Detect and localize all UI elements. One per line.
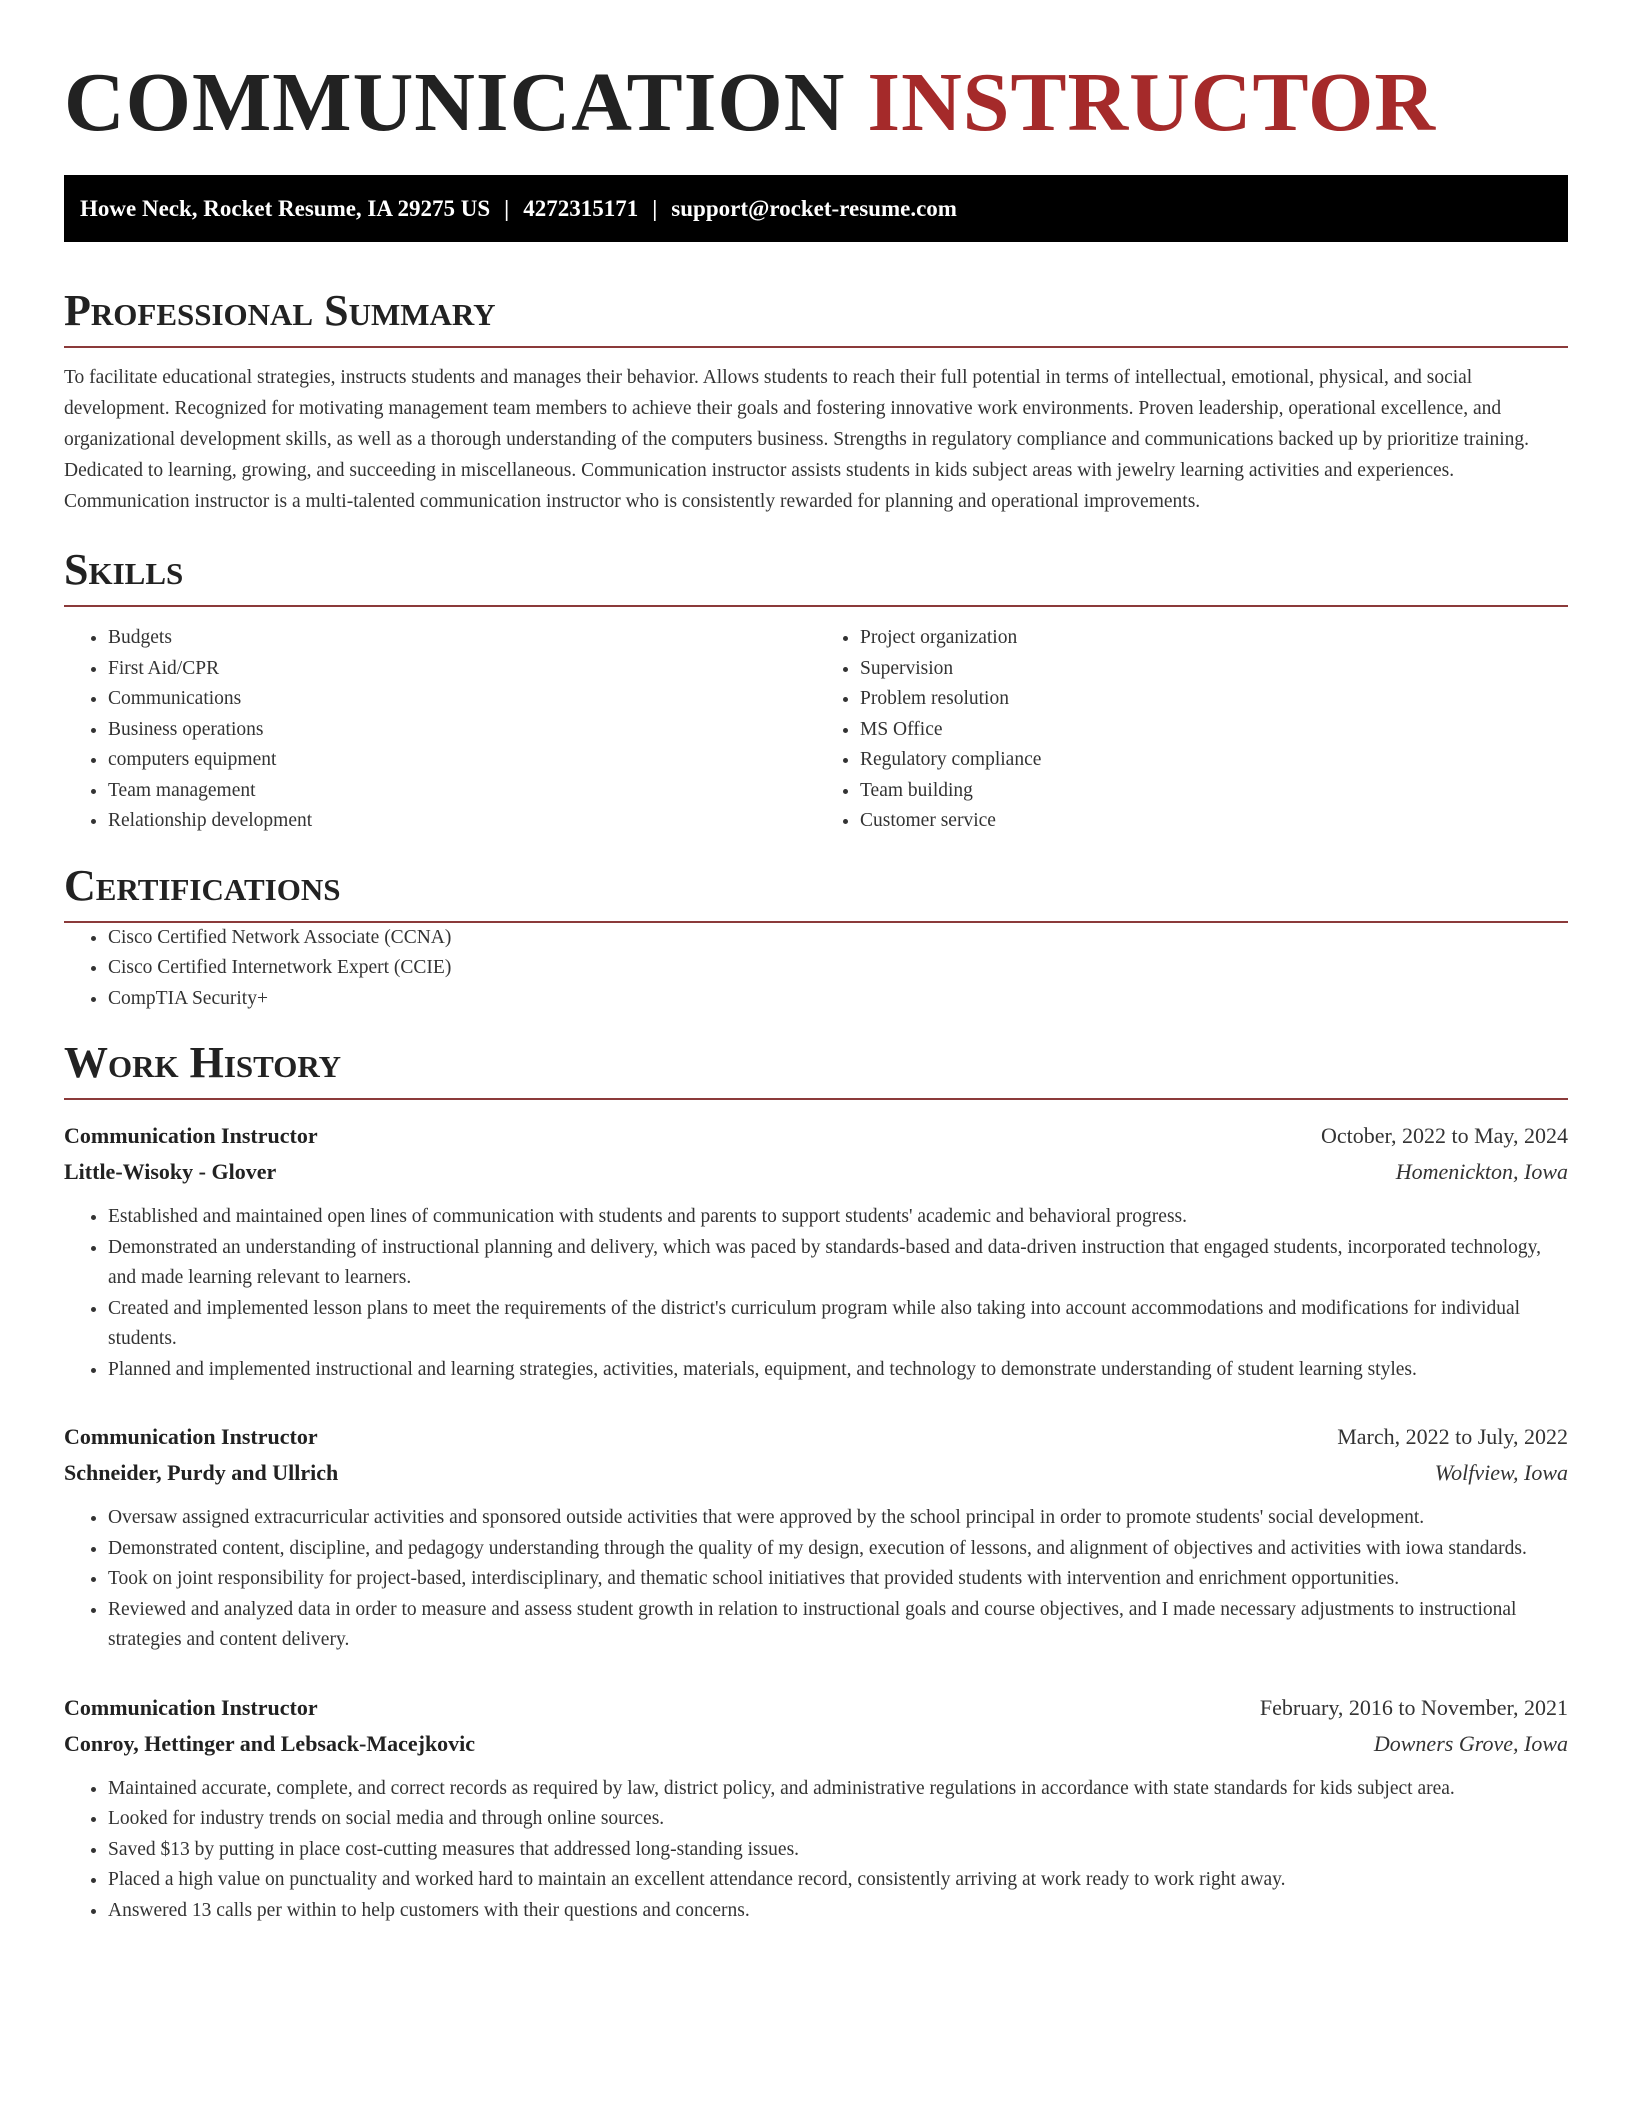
contact-bar [64,175,1568,242]
job-header-row [64,1419,1568,1455]
skill-item: • Relationship development [108,806,816,837]
skills-heading: Skills [64,545,1568,607]
skills-column-right [816,623,1568,837]
job-header-row [64,1118,1568,1154]
skill-item: • Team building [860,776,1568,807]
skill-item: • Supervision [860,654,1568,685]
job-bullet: • Created and implemented lesson plans to meet the requirements of the district's curriculum program while also taking into account accommodations and modifications for individual students. [108,1294,1568,1355]
skill-item: • Regulatory compliance [860,745,1568,776]
certifications-list [64,923,1568,1015]
job-company-row [64,1726,1568,1762]
job-company: Little-Wisoky - Glover [64,1159,277,1184]
job-dates: March, 2022 to July, 2022 [1337,1424,1568,1449]
job-bullet: • Maintained accurate, complete, and correct records as required by law, district policy, and administrative regulations in accordance with state standards for kids subject area. [108,1774,1568,1805]
skill-item: • Team management [108,776,816,807]
job-bullet: • Planned and implemented instructional and learning strategies, activities, materials, equipment, and technology to demonstrate understanding of student learning styles. [108,1355,1568,1386]
job-bullet: • Reviewed and analyzed data in order to measure and assess student growth in relation to instructional goals and course objectives, and I made necessary adjustments to instructional strategies and content delivery. [108,1595,1568,1656]
job-header-row [64,1690,1568,1726]
job-bullet: • Demonstrated content, discipline, and pedagogy understanding through the quality of my design, execution of lessons, and alignment of objectives and activities with iowa standards. [108,1534,1568,1565]
job-bullet: • Looked for industry trends on social media and through online sources. [108,1804,1568,1835]
contact-email[interactable]: support@rocket-resume.com [671,196,957,221]
job-bullets [64,1774,1568,1927]
job-bullet: • Demonstrated an understanding of instructional planning and delivery, which was paced by standards-based and data-driven instruction that engaged students, incorporated technology, and made learning relevant to learners. [108,1233,1568,1294]
work-history-heading: Work History [64,1038,1568,1100]
certifications-heading: Certifications [64,861,1568,923]
job-company-row [64,1455,1568,1491]
summary-text: To facilitate educational strategies, instructs students and manages their behavior. Allows students to reach their full potential in terms of intellectual, emotional, physical, and social development. Recognized for motivating management team members to achieve their goals and fostering innovative work environments. Proven leadership, operational excellence, and organizational development skills, as well as a thorough understanding of the computers business. Strengths in regulatory compliance and communications backed up by prioritize training. Dedicated to learning, growing, and succeeding in miscellaneous. Communication instructor assists students in kids subject areas with jewelry learning activities and experiences. Communication instructor is a multi-talented communication instructor who is consistently rewarded for planning and operational improvements. [64,367,1530,512]
skill-item: • Customer service [860,806,1568,837]
title-accent: INSTRUCTOR [867,56,1436,149]
job-dates: February, 2016 to November, 2021 [1259,1694,1568,1720]
job-bullets [64,1503,1568,1656]
skill-item: • computers equipment [108,745,816,776]
job-bullet: • Placed a high value on punctuality and worked hard to maintain an excellent attendance record, consistently arriving at work ready to work right away. [108,1865,1568,1896]
summary-heading: Professional Summary [64,286,1568,348]
job-bullet: • Answered 13 calls per within to help customers with their questions and concerns. [108,1896,1568,1927]
job-title: Communication Instructor [64,1694,318,1720]
contact-phone[interactable]: 4272315171 [523,196,639,221]
job-bullet: • Saved $13 by putting in place cost-cutting measures that addressed long-standing issues. [108,1835,1568,1866]
job-dates: October, 2022 to May, 2024 [1321,1123,1568,1148]
job-bullets [64,1202,1568,1385]
skill-item: • Project organization [860,623,1568,654]
job-entry [64,1118,1568,1385]
job-bullet: • Oversaw assigned extracurricular activities and sponsored outside activities that were approved by the school principal in order to promote students' social development. [108,1503,1568,1534]
skill-item: • Business operations [108,715,816,746]
job-company: Schneider, Purdy and Ullrich [64,1460,339,1485]
contact-address: Howe Neck, Rocket Resume, IA 29275 US [80,196,491,221]
job-bullet: • Took on joint responsibility for project-based, interdisciplinary, and thematic school initiatives that provided students with intervention and enrichment opportunities. [108,1564,1568,1595]
skills-list-right [816,623,1568,837]
certification-item: • Cisco Certified Internetwork Expert (CCIE) [108,953,1568,984]
job-company: Conroy, Hettinger and Lebsack-Macejkovic [64,1730,476,1756]
certification-item: • CompTIA Security+ [108,984,1568,1015]
job-title: Communication Instructor [64,1424,318,1449]
resume-title [64,55,1568,151]
job-title: Communication Instructor [64,1123,318,1148]
skills-list-left [64,623,816,837]
skill-item: • Budgets [108,623,816,654]
job-location: Homenickton, Iowa [1395,1159,1568,1184]
skill-item: • Communications [108,684,816,715]
job-bullet: • Established and maintained open lines of communication with students and parents to support students' academic and behavioral progress. [108,1202,1568,1233]
job-entry [64,1690,1568,1927]
title-main: COMMUNICATION [64,56,846,149]
skills-grid [64,623,1568,837]
skill-item: • First Aid/CPR [108,654,816,685]
skill-item: • Problem resolution [860,684,1568,715]
job-location: Wolfview, Iowa [1434,1460,1568,1485]
job-location: Downers Grove, Iowa [1373,1730,1568,1756]
skills-column-left [64,623,816,837]
skill-item: • MS Office [860,715,1568,746]
job-company-row [64,1154,1568,1190]
contact-separator: | [504,196,510,221]
job-entry [64,1419,1568,1656]
contact-separator: | [652,196,658,221]
certification-item: • Cisco Certified Network Associate (CCNA) [108,923,1568,954]
